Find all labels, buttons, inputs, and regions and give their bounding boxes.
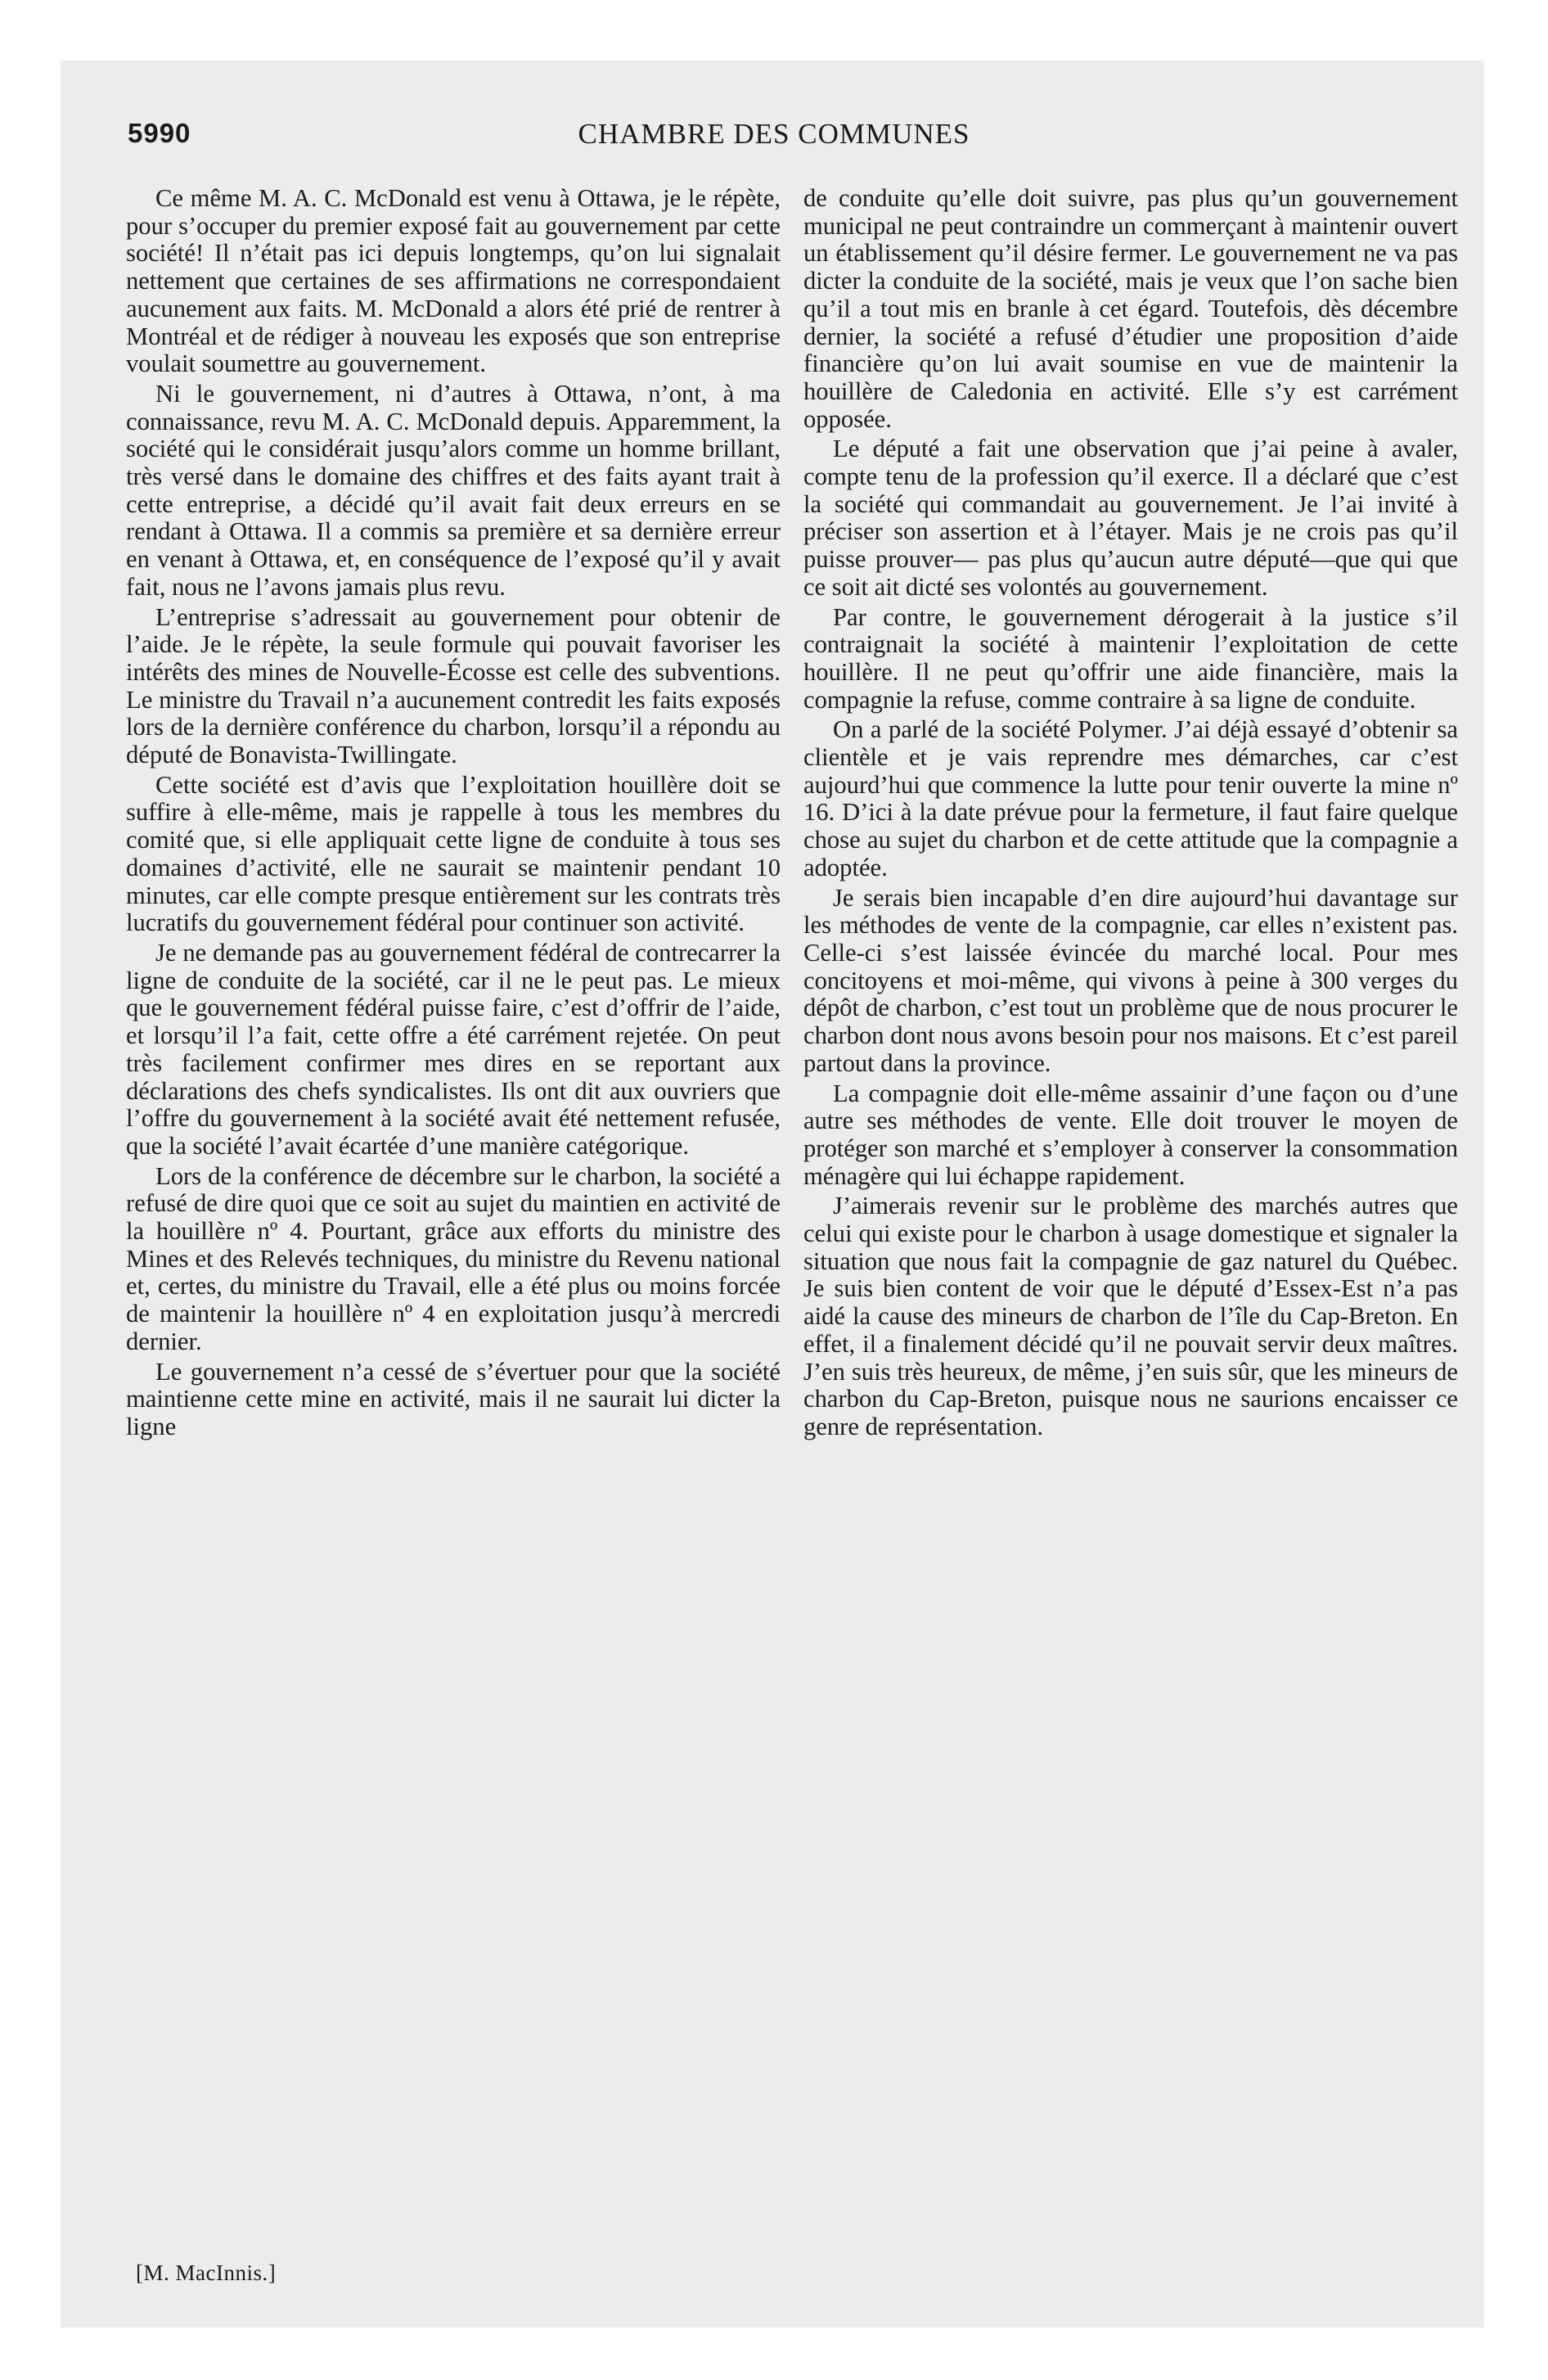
paragraph: On a parlé de la société Polymer. J’ai déjà essayé d’obtenir sa clientèle et je vais reprendre mes démarches, car c’est aujourd’hui que commence la lutte pour tenir ouverte la mine nº 16. D’ici à la date prévue pour la fermeture, il faut faire quelque chose au sujet du charbon et de cette attitude que la compagnie a adoptée. xyxy=(803,715,1458,881)
paragraph: La compagnie doit elle-même assainir d’une façon ou d’une autre ses méthodes de vente. Elle doit trouver le moyen de protéger son marché et s’employer à conserver la consommation ménagère qui lui échappe rapidement. xyxy=(803,1079,1458,1190)
page xyxy=(61,61,1484,2328)
paragraph: Le gouvernement n’a cessé de s’évertuer pour que la société maintienne cette mine en activité, mais il ne saurait lui dicter la ligne xyxy=(126,1357,781,1440)
paragraph: Ce même M. A. C. McDonald est venu à Ottawa, je le répète, pour s’occuper du premier exposé fait au gouvernement par cette société! Il n’était pas ici depuis longtemps, qu’on lui signalait nettement que certaines de ses affirmations ne correspondaient aucunement aux faits. M. McDonald a alors été prié de rentrer à Montréal et de rédiger à nouveau les exposés que son entreprise voulait soumettre au gouvernement. xyxy=(126,184,781,378)
right-column xyxy=(803,185,1458,1441)
page-number: 5990 xyxy=(128,118,191,148)
paragraph: Cette société est d’avis que l’exploitation houillère doit se suffire à elle-même, mais je rappelle à tous les membres du comité que, si elle appliquait cette ligne de conduite à tous ses domaines d’activité, elle ne saurait se maintenir pendant 10 minutes, car elle compte presque entièrement sur les contrats très lucratifs du gouvernement fédéral pour continuer son activité. xyxy=(126,770,781,937)
page-header xyxy=(128,118,1420,167)
paragraph: J’aimerais revenir sur le problème des marchés autres que celui qui existe pour le charbon à usage domestique et signaler la situation que nous fait la compagnie de gaz naturel du Québec. Je suis bien content de voir que le député d’Essex-Est n’a pas aidé la cause des mineurs de charbon de l’île du Cap-Breton. En effet, il a finalement décidé qu’il ne pouvait servir deux maîtres. J’en suis très heureux, de même, j’en suis sûr, que les mineurs de charbon du Cap-Breton, puisque nous ne saurions encaisser ce genre de représentation. xyxy=(803,1192,1458,1440)
running-title: CHAMBRE DES COMMUNES xyxy=(578,118,970,150)
left-column xyxy=(126,185,781,1441)
paragraph: Je serais bien incapable d’en dire aujourd’hui davantage sur les méthodes de vente de la compagnie, car elles n’existent pas. Celle-ci s’est laissée évincée du marché local. Pour mes concitoyens et moi-même, qui vivons à peine à 300 verges du dépôt de charbon, c’est tout un problème que de nous procurer le charbon dont nous avons besoin pour nos maisons. Et c’est pareil partout dans la province. xyxy=(803,883,1458,1077)
paragraph: Lors de la conférence de décembre sur le charbon, la société a refusé de dire quoi que ce soit au sujet du maintien en activité de la houillère nº 4. Pourtant, grâce aux efforts du ministre des Mines et des Relevés techniques, du ministre du Revenu national et, certes, du ministre du Travail, elle a été plus ou moins forcée de maintenir la houillère nº 4 en exploitation jusqu’à mercredi dernier. xyxy=(126,1161,781,1355)
paragraph: Je ne demande pas au gouvernement fédéral de contrecarrer la ligne de conduite de la société, car il ne le peut pas. Le mieux que le gouvernement fédéral puisse faire, c’est d’offrir de l’aide, et lorsqu’il l’a fait, cette offre a été carrément rejetée. On peut très facilement confirmer mes dires en se reportant aux déclarations des chefs syndicalistes. Ils ont dit aux ouvriers que l’offre du gouvernement à la société avait été nettement refusée, que la société l’avait écartée d’une manière catégorique. xyxy=(126,938,781,1160)
paragraph: L’entreprise s’adressait au gouvernement pour obtenir de l’aide. Je le répète, la seule formule qui pouvait favoriser les intérêts des mines de Nouvelle-Écosse est celle des subventions. Le ministre du Travail n’a aucunement contredit les faits exposés lors de la dernière conférence du charbon, lorsqu’il a répondu au député de Bonavista-Twillingate. xyxy=(126,602,781,769)
paragraph-continued: de conduite qu’elle doit suivre, pas plus qu’un gouvernement municipal ne peut contraindre un commerçant à maintenir ouvert un établissement qu’il désire fermer. Le gouvernement ne va pas dicter la conduite de la société, mais je veux que l’on sache bien qu’il a tout mis en branle à cet égard. Toutefois, dès décembre dernier, la société a refusé d’étudier une proposition d’aide financière qu’on lui avait soumise en vue de maintenir la houillère de Caledonia en activité. Elle s’y est carrément opposée. xyxy=(803,184,1458,433)
paragraph: Ni le gouvernement, ni d’autres à Ottawa, n’ont, à ma connaissance, revu M. A. C. McDonald depuis. Apparemment, la société qui le considérait jusqu’alors comme un homme brillant, très versé dans le domaine des chiffres et des faits ayant trait à cette entreprise, a décidé qu’il avait fait deux erreurs en se rendant à Ottawa. Il a commis sa première et sa dernière erreur en venant à Ottawa, et, en conséquence de l’exposé qu’il y avait fait, nous ne l’avons jamais plus revu. xyxy=(126,379,781,601)
paragraph: Le député a fait une observation que j’ai peine à avaler, compte tenu de la profession qu’il exerce. Il a déclaré que c’est la société qui commandait au gouvernement. Je l’ai invité à préciser son assertion et à l’étayer. Mais je ne crois pas qu’il puisse prouver— pas plus qu’aucun autre député—que qui que ce soit ait dicté ses volontés au gouvernement. xyxy=(803,435,1458,601)
speaker-attribution: [M. MacInnis.] xyxy=(136,2261,277,2285)
paragraph: Par contre, le gouvernement dérogerait à la justice s’il contraignait la société à maintenir l’exploitation de cette houillère. Il ne peut qu’offrir une aide financière, mais la compagnie la refuse, comme contraire à sa ligne de conduite. xyxy=(803,602,1458,714)
